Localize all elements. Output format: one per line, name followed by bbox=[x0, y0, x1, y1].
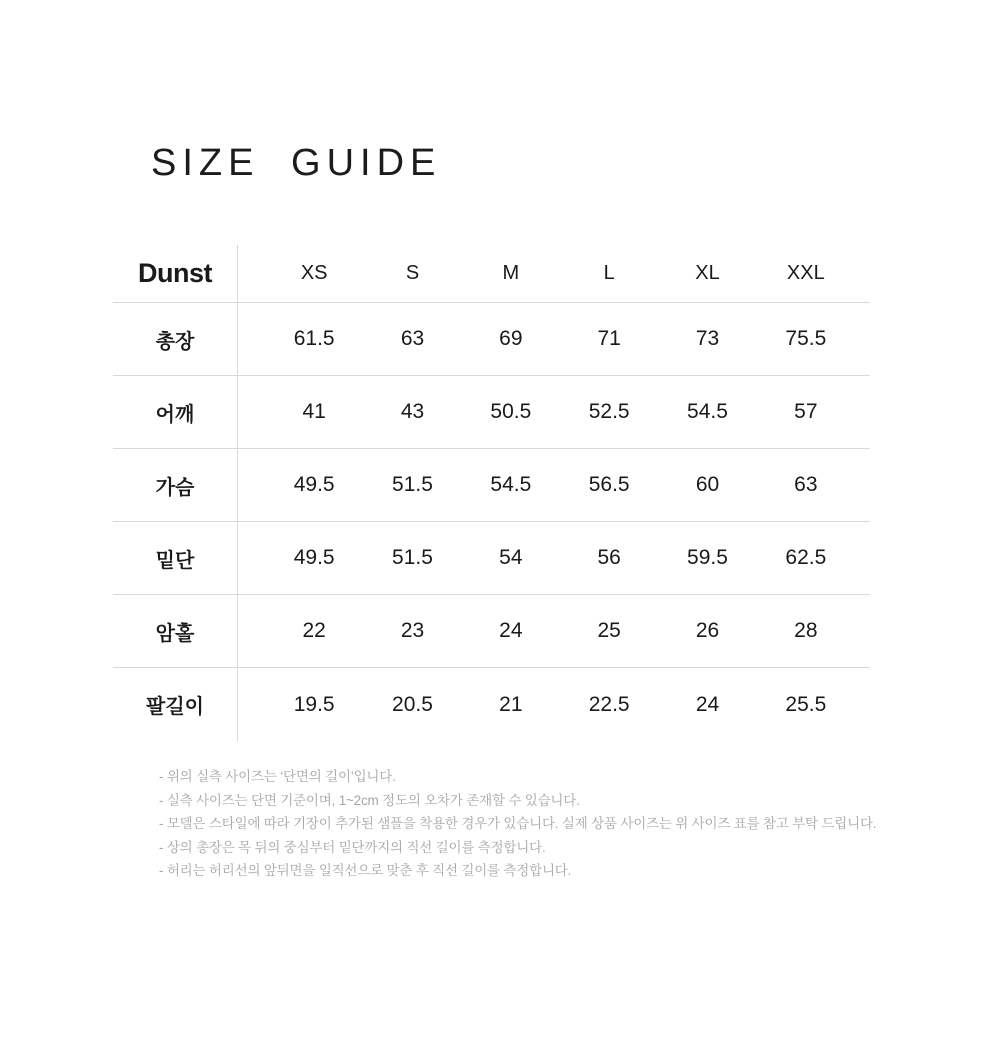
row-label: 팔길이 bbox=[113, 668, 238, 741]
page-title: SIZE GUIDE bbox=[151, 142, 442, 184]
note-line: - 상의 총장은 목 뒤의 중심부터 밑단까지의 직선 길이를 측정합니다. bbox=[159, 839, 546, 855]
table-row-armhole bbox=[113, 595, 870, 668]
row-label: 어깨 bbox=[113, 376, 238, 448]
measurement-value: 63 bbox=[794, 473, 818, 496]
measurement-value: 61.5 bbox=[293, 327, 335, 350]
row-label: 암홀 bbox=[113, 595, 238, 667]
measurement-value: 41 bbox=[302, 400, 326, 423]
table-row-shoulder bbox=[113, 376, 870, 449]
measurement-value: 54.5 bbox=[687, 400, 728, 423]
measurement-value: 24 bbox=[695, 692, 720, 716]
note-line: - 모델은 스타일에 따라 기장이 추가된 샘플을 착용한 경우가 있습니다. 실제 상품 사이즈는 위 사이즈 표를 참고 부탁 드립니다. bbox=[159, 816, 877, 831]
table-row-hem bbox=[113, 522, 870, 595]
measurement-value: 22 bbox=[302, 619, 326, 642]
size-col-m: M bbox=[502, 262, 520, 284]
measurement-value: 50.5 bbox=[490, 400, 532, 423]
measurement-value: 26 bbox=[695, 619, 720, 642]
size-col-s: S bbox=[405, 262, 420, 284]
measurement-value: 43 bbox=[400, 400, 425, 423]
note-line: - 실측 사이즈는 단면 기준이며, 1~2cm 정도의 오차가 존재할 수 있습니다. bbox=[159, 792, 580, 808]
table-row-sleeve-length bbox=[113, 668, 870, 741]
measurement-value: 52.5 bbox=[588, 400, 630, 423]
measurement-value: 51.5 bbox=[392, 473, 433, 496]
measurement-value: 54.5 bbox=[490, 473, 532, 496]
header-left-pad bbox=[238, 245, 265, 302]
measurement-value: 69 bbox=[499, 327, 523, 350]
size-col-xl: XL bbox=[695, 262, 720, 284]
measurement-value: 25 bbox=[597, 619, 621, 642]
measurement-notes bbox=[159, 765, 876, 883]
measurement-value: 73 bbox=[695, 327, 720, 350]
measurement-value: 49.5 bbox=[293, 473, 335, 496]
measurement-value: 25.5 bbox=[785, 692, 827, 716]
size-col-xs: XS bbox=[300, 262, 328, 284]
measurement-value: 60 bbox=[695, 473, 720, 496]
size-guide-table bbox=[113, 245, 870, 741]
measurement-value: 59.5 bbox=[687, 546, 728, 569]
table-row-total-length bbox=[113, 303, 870, 376]
brand-name: Dunst bbox=[113, 245, 238, 302]
measurement-value: 21 bbox=[499, 692, 523, 716]
note-line: - 허리는 허리선의 앞뒤면을 일직선으로 맞춘 후 직선 길이를 측정합니다. bbox=[159, 863, 572, 878]
measurement-value: 56 bbox=[597, 546, 621, 569]
size-col-xxl: XXL bbox=[786, 262, 825, 284]
row-label: 총장 bbox=[113, 303, 238, 375]
measurement-value: 51.5 bbox=[392, 546, 433, 569]
measurement-value: 56.5 bbox=[588, 473, 630, 496]
measurement-value: 23 bbox=[400, 619, 425, 642]
measurement-value: 75.5 bbox=[785, 327, 827, 350]
size-table-header-row bbox=[113, 245, 870, 303]
row-label: 가슴 bbox=[113, 449, 238, 521]
measurement-value: 49.5 bbox=[293, 546, 335, 569]
measurement-value: 63 bbox=[400, 327, 425, 350]
size-col-l: L bbox=[603, 262, 615, 284]
row-label: 밑단 bbox=[113, 522, 238, 594]
measurement-value: 28 bbox=[794, 619, 818, 642]
measurement-value: 20.5 bbox=[392, 692, 433, 716]
note-line: - 위의 실측 사이즈는 ‘단면의 길이’입니다. bbox=[159, 769, 396, 784]
measurement-value: 19.5 bbox=[293, 692, 335, 716]
measurement-value: 22.5 bbox=[588, 692, 630, 716]
measurement-value: 54 bbox=[499, 546, 523, 569]
header-right-pad bbox=[855, 245, 870, 302]
measurement-value: 24 bbox=[499, 619, 523, 642]
measurement-value: 57 bbox=[794, 400, 818, 423]
measurement-value: 62.5 bbox=[785, 546, 827, 569]
measurement-value: 71 bbox=[597, 327, 621, 350]
table-row-chest bbox=[113, 449, 870, 522]
